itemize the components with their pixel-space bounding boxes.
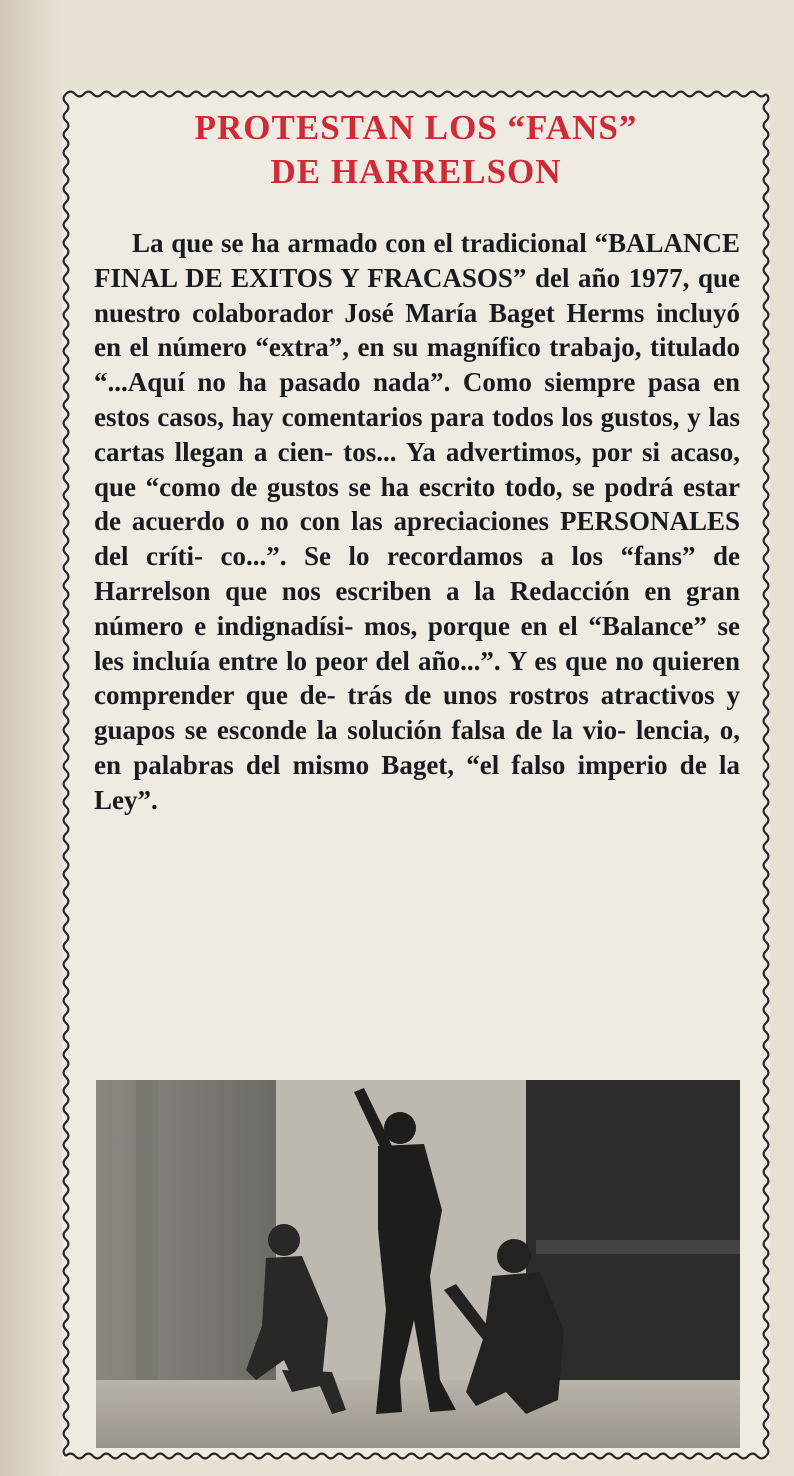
wavy-border-segment (764, 94, 769, 1456)
article-photo (96, 1080, 740, 1448)
wavy-border-segment (64, 94, 69, 1456)
door-frame (536, 1240, 740, 1254)
article-body (94, 226, 740, 818)
headline-line-1: PROTESTAN LOS “FANS” (194, 108, 638, 147)
page-gutter-shadow (0, 0, 60, 1476)
pavement (96, 1380, 740, 1448)
police-photo-illustration (96, 1080, 740, 1448)
article-headline (82, 106, 750, 194)
wavy-border-segment (66, 92, 766, 97)
article-body-text: La que se ha armado con el tradicional “BALANCE FINAL DE EXITOS Y FRACASOS” del año 1977, que nuestro colaborador José María Baget Herms incluyó en el número “extra”, en su magnífico trabajo, titulado “...Aquí no ha pasado nada”. Como siempre pasa en estos casos, hay comentarios para todos los gustos, y las cartas llegan a cien- tos... Ya advertimos, por si acaso, que “como de gustos se ha escrito todo, se podrá estar de acuerdo o no con las apreciaciones PERSONALES del críti- co...”. Se lo recordamos a los “fans” de Harrelson que nos escriben a la Redacción en gran número e indignadísi- mos, porque en el “Balance” se les incluía entre lo peor del año...”. Y es que no quieren comprender que de- trás de unos rostros atractivos y guapos se esconde la solución falsa de la vio- lencia, o, en palabras del mismo Baget, “el falso imperio de la Ley”. (94, 228, 740, 815)
headline-line-2: DE HARRELSON (270, 152, 562, 191)
article-box (62, 90, 770, 1460)
wavy-border-segment (66, 1454, 766, 1459)
